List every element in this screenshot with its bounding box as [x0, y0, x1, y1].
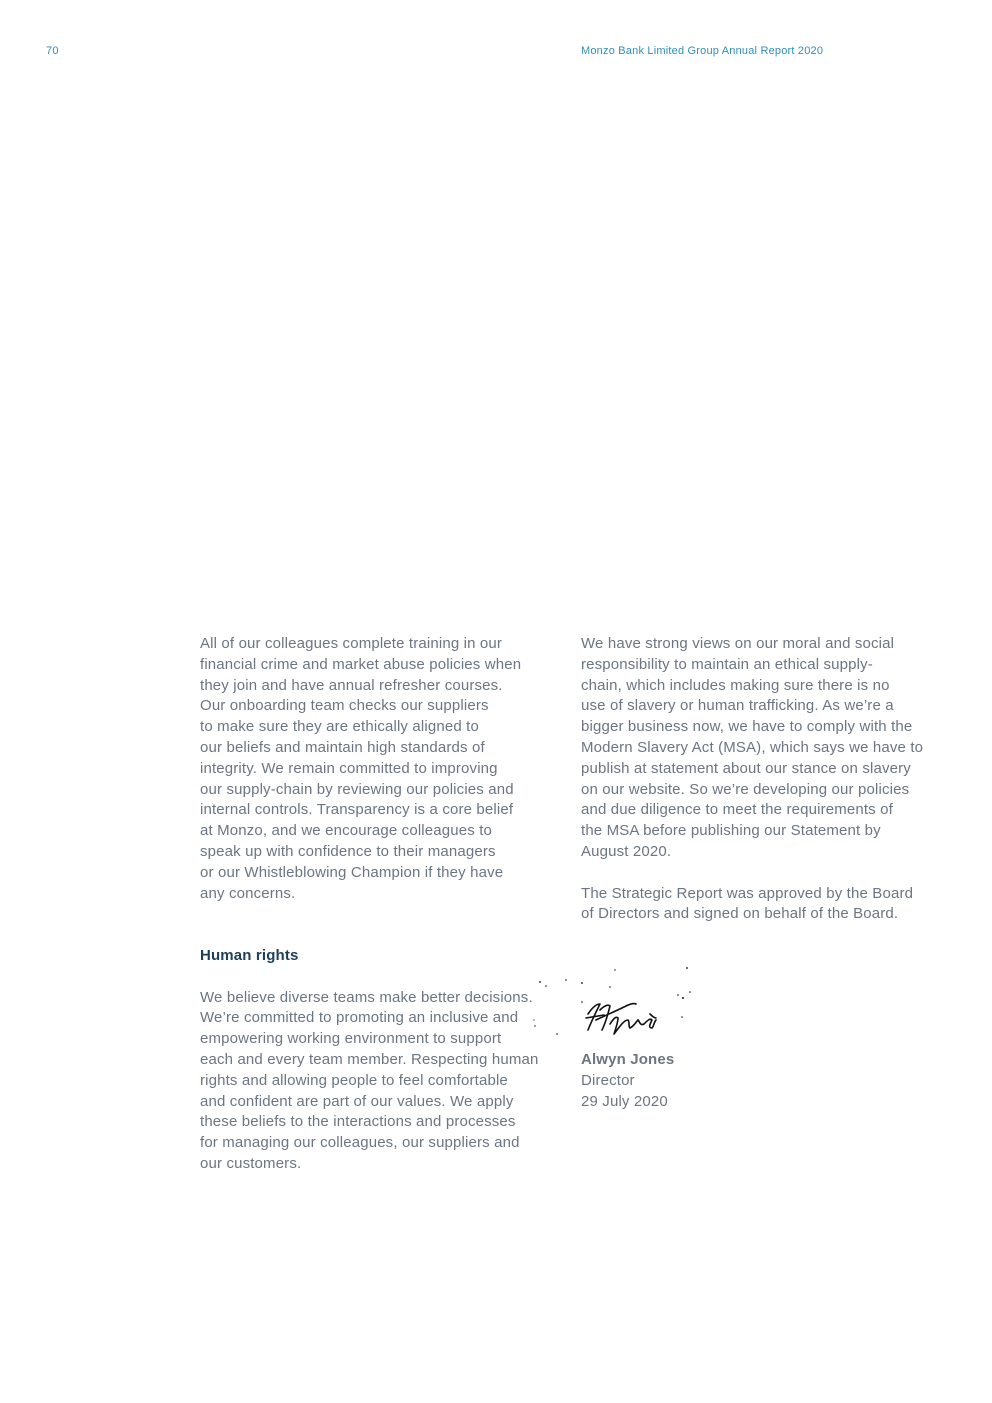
signature-icon	[530, 962, 730, 1048]
signature-date: 29 July 2020	[581, 1092, 668, 1110]
right-column	[581, 634, 956, 925]
signatory-title: Director	[581, 1071, 635, 1089]
human-rights-heading: Human rights	[200, 946, 299, 964]
paragraph-spacer	[581, 863, 956, 884]
paragraph-spacer	[200, 904, 568, 925]
human-rights-paragraph: We believe diverse teams make better decisions. We’re committed to promoting an inclusive and empowering working environment to support each and every team member. Respecting human rights and allowing people to feel comfortable and confident are part of our values. We apply these beliefs to the interactions and processes for managing our colleagues, our suppliers and our customers.	[200, 988, 539, 1172]
left-column	[200, 634, 568, 1175]
approval-paragraph: The Strategic Report was approved by the Board of Directors and signed on behalf of the Board.	[581, 884, 914, 923]
training-paragraph: All of our colleagues complete training in our financial crime and market abuse policies when they join and have annual refresher courses. Our onboarding team checks our suppliers to make sure they are ethically aligned to our beliefs and maintain high standards of integrity. We remain committed to improving our supply-chain by reviewing our policies and internal controls. Transparency is a core belief at Monzo, and we encourage colleagues to speak up with confidence to their managers or our Whistleblowing Champion if they have any concerns.	[200, 635, 522, 902]
signatory-block	[581, 1050, 674, 1112]
paragraph-spacer	[200, 967, 568, 988]
page-number: 70	[46, 45, 59, 57]
signatory-name: Alwyn Jones	[581, 1051, 675, 1068]
running-header: Monzo Bank Limited Group Annual Report 2020	[581, 45, 824, 57]
paragraph-spacer	[200, 925, 568, 946]
modern-slavery-paragraph: We have strong views on our moral and social responsibility to maintain an ethical supply- chain, which includes making sure there is no use of slavery or human trafficking. As we’re a bigger business now, we have to comply with the Modern Slavery Act (MSA), which says we have to publish at statement about our stance on slavery on our website. So we’re developing our policies and due diligence to meet the requirements of the MSA before publishing our Statement by August 2020.	[581, 635, 924, 860]
